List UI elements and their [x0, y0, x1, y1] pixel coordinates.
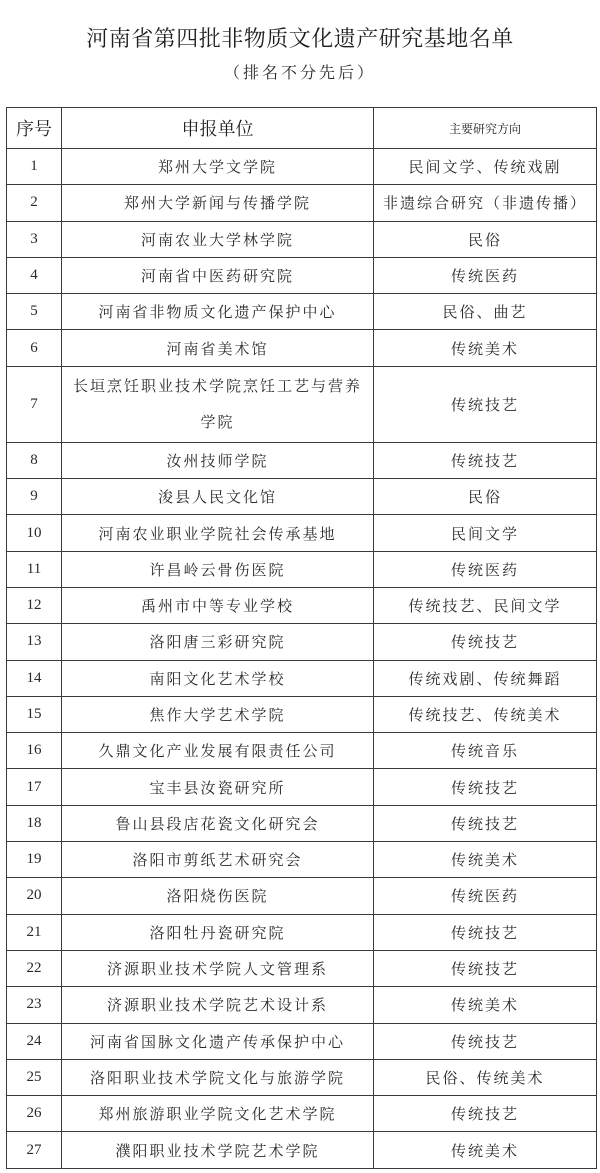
cell-unit: 长垣烹饪职业技术学院烹饪工艺与营养学院: [62, 366, 374, 442]
cell-direction: 传统音乐: [374, 733, 597, 769]
cell-no: 22: [7, 950, 62, 986]
cell-unit: 禹州市中等专业学校: [62, 587, 374, 623]
cell-no: 21: [7, 914, 62, 950]
cell-no: 18: [7, 805, 62, 841]
cell-no: 10: [7, 515, 62, 551]
table-row: [7, 479, 597, 515]
cell-unit: 洛阳唐三彩研究院: [62, 624, 374, 660]
table-row: [7, 878, 597, 914]
cell-no: 12: [7, 587, 62, 623]
cell-no: 4: [7, 257, 62, 293]
table-row: [7, 842, 597, 878]
cell-unit: 河南省美术馆: [62, 330, 374, 366]
cell-direction: 传统美术: [374, 842, 597, 878]
table-row: [7, 805, 597, 841]
cell-unit: 南阳文化艺术学校: [62, 660, 374, 696]
cell-unit: 许昌岭云骨伤医院: [62, 551, 374, 587]
cell-unit: 洛阳牡丹瓷研究院: [62, 914, 374, 950]
cell-no: 27: [7, 1132, 62, 1168]
cell-no: 25: [7, 1059, 62, 1095]
cell-no: 7: [7, 366, 62, 442]
cell-unit: 河南省中医药研究院: [62, 257, 374, 293]
cell-direction: 传统技艺: [374, 1096, 597, 1132]
table-row: [7, 987, 597, 1023]
cell-no: 24: [7, 1023, 62, 1059]
cell-unit: 濮阳职业技术学院艺术学院: [62, 1132, 374, 1168]
cell-direction: 传统技艺: [374, 366, 597, 442]
table-row: [7, 696, 597, 732]
cell-no: 13: [7, 624, 62, 660]
cell-unit: 鲁山县段店花瓷文化研究会: [62, 805, 374, 841]
research-base-table: [6, 107, 597, 1169]
cell-no: 23: [7, 987, 62, 1023]
cell-unit: 焦作大学艺术学院: [62, 696, 374, 732]
cell-direction: 传统医药: [374, 257, 597, 293]
cell-unit: 久鼎文化产业发展有限责任公司: [62, 733, 374, 769]
cell-unit: 宝丰县汝瓷研究所: [62, 769, 374, 805]
table-row: [7, 1132, 597, 1168]
table-row: [7, 624, 597, 660]
cell-no: 16: [7, 733, 62, 769]
table-header-row: [7, 108, 597, 149]
cell-unit: 洛阳市剪纸艺术研究会: [62, 842, 374, 878]
cell-direction: 民俗、传统美术: [374, 1059, 597, 1095]
cell-no: 8: [7, 442, 62, 478]
cell-unit: 郑州大学文学院: [62, 149, 374, 185]
cell-direction: 传统技艺、民间文学: [374, 587, 597, 623]
table-row: [7, 185, 597, 221]
table-row: [7, 769, 597, 805]
cell-no: 9: [7, 479, 62, 515]
cell-direction: 传统美术: [374, 987, 597, 1023]
table-row: [7, 733, 597, 769]
document-subtitle: （排名不分先后）: [223, 63, 376, 82]
table-row: [7, 587, 597, 623]
cell-direction: 传统技艺: [374, 1023, 597, 1059]
cell-unit: 河南省国脉文化遗产传承保护中心: [62, 1023, 374, 1059]
column-header-no: 序号: [7, 108, 62, 149]
cell-direction: 传统医药: [374, 878, 597, 914]
cell-direction: 传统戏剧、传统舞蹈: [374, 660, 597, 696]
table-row: [7, 950, 597, 986]
column-header-unit: 申报单位: [62, 108, 374, 149]
cell-direction: 传统技艺: [374, 805, 597, 841]
cell-direction: 传统技艺: [374, 442, 597, 478]
cell-no: 19: [7, 842, 62, 878]
cell-direction: 民间文学、传统戏剧: [374, 149, 597, 185]
cell-no: 11: [7, 551, 62, 587]
cell-unit: 济源职业技术学院人文管理系: [62, 950, 374, 986]
cell-no: 2: [7, 185, 62, 221]
cell-direction: 传统技艺、传统美术: [374, 696, 597, 732]
table-row: [7, 914, 597, 950]
cell-no: 6: [7, 330, 62, 366]
table-row: [7, 221, 597, 257]
document-title: 河南省第四批非物质文化遗产研究基地名单: [86, 27, 514, 52]
cell-no: 26: [7, 1096, 62, 1132]
cell-unit: 洛阳烧伤医院: [62, 878, 374, 914]
table-row: [7, 330, 597, 366]
cell-unit: 河南农业职业学院社会传承基地: [62, 515, 374, 551]
cell-unit: 河南农业大学林学院: [62, 221, 374, 257]
table-row: [7, 442, 597, 478]
cell-direction: 传统美术: [374, 330, 597, 366]
cell-direction: 传统美术: [374, 1132, 597, 1168]
cell-direction: 民俗: [374, 221, 597, 257]
cell-direction: 传统技艺: [374, 769, 597, 805]
table-row: [7, 1059, 597, 1095]
cell-direction: 传统技艺: [374, 624, 597, 660]
cell-no: 1: [7, 149, 62, 185]
table-row: [7, 257, 597, 293]
table-row: [7, 551, 597, 587]
cell-unit: 浚县人民文化馆: [62, 479, 374, 515]
cell-direction: 非遗综合研究（非遗传播）: [374, 185, 597, 221]
column-header-direction: 主要研究方向: [374, 108, 597, 149]
cell-unit: 洛阳职业技术学院文化与旅游学院: [62, 1059, 374, 1095]
cell-direction: 传统技艺: [374, 950, 597, 986]
cell-direction: 民俗、曲艺: [374, 294, 597, 330]
cell-no: 17: [7, 769, 62, 805]
table-row: [7, 294, 597, 330]
table-row: [7, 149, 597, 185]
cell-unit: 郑州大学新闻与传播学院: [62, 185, 374, 221]
cell-no: 15: [7, 696, 62, 732]
cell-unit: 郑州旅游职业学院文化艺术学院: [62, 1096, 374, 1132]
cell-no: 20: [7, 878, 62, 914]
cell-no: 14: [7, 660, 62, 696]
table-row: [7, 515, 597, 551]
cell-direction: 传统技艺: [374, 914, 597, 950]
table-row: [7, 660, 597, 696]
cell-unit: 济源职业技术学院艺术设计系: [62, 987, 374, 1023]
cell-no: 3: [7, 221, 62, 257]
cell-direction: 传统医药: [374, 551, 597, 587]
cell-unit: 河南省非物质文化遗产保护中心: [62, 294, 374, 330]
cell-direction: 民俗: [374, 479, 597, 515]
cell-direction: 民间文学: [374, 515, 597, 551]
table-row: [7, 366, 597, 442]
cell-no: 5: [7, 294, 62, 330]
table-row: [7, 1096, 597, 1132]
table-row: [7, 1023, 597, 1059]
cell-unit: 汝州技师学院: [62, 442, 374, 478]
